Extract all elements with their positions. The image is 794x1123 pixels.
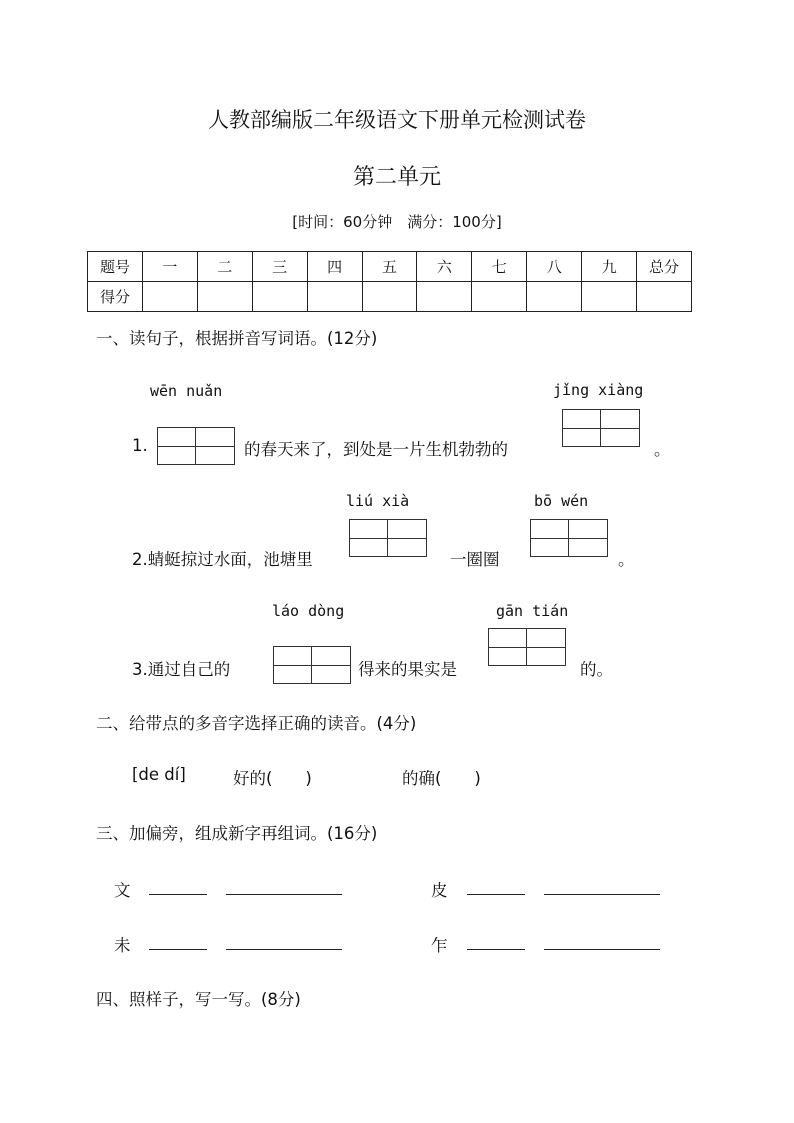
question-text: 2.蜻蜓掠过水面，池塘里 xyxy=(132,550,313,569)
grid-cell[interactable] xyxy=(601,410,639,446)
answer-blank-group xyxy=(149,933,342,954)
tianzige-box[interactable] xyxy=(488,628,566,666)
grid-cell[interactable] xyxy=(388,520,426,556)
unit-subtitle: 第二单元 xyxy=(352,165,441,190)
pinyin-label: jǐng xiàng xyxy=(553,381,644,399)
grid-cell[interactable] xyxy=(274,647,312,683)
score-input-cell[interactable] xyxy=(142,282,197,312)
answer-blank[interactable] xyxy=(544,933,660,950)
table-cell: 三 xyxy=(252,252,307,282)
pinyin-label: wēn nuǎn xyxy=(150,382,223,400)
score-input-cell[interactable] xyxy=(527,282,582,312)
answer-blank[interactable] xyxy=(226,933,342,950)
pinyin-label: liú xià xyxy=(346,492,410,510)
score-input-cell[interactable] xyxy=(307,282,362,312)
table-row xyxy=(88,282,692,312)
section-3-heading: 三、加偏旁，组成新字再组词。(16分) xyxy=(96,824,378,843)
pinyin-label: bō wén xyxy=(534,492,589,510)
score-input-cell[interactable] xyxy=(472,282,527,312)
question-text: 的春天来了，到处是一片生机勃勃的 xyxy=(244,440,508,459)
answer-blank[interactable] xyxy=(467,933,525,950)
table-cell: 六 xyxy=(417,252,472,282)
question-punct: 的。 xyxy=(580,660,613,679)
score-input-cell[interactable] xyxy=(197,282,252,312)
tianzige-box[interactable] xyxy=(349,519,427,557)
answer-item[interactable]: 好的( ) xyxy=(233,769,312,788)
pinyin-label: gān tián xyxy=(496,602,569,620)
table-cell: 总分 xyxy=(637,252,692,282)
grid-cell[interactable] xyxy=(312,647,350,683)
table-row xyxy=(88,252,692,282)
base-character: 未 xyxy=(114,936,131,955)
grid-cell[interactable] xyxy=(531,520,569,556)
grid-cell[interactable] xyxy=(350,520,388,556)
answer-blank[interactable] xyxy=(149,933,207,950)
answer-blank-group xyxy=(467,933,660,954)
score-input-cell[interactable] xyxy=(252,282,307,312)
table-cell: 七 xyxy=(472,252,527,282)
answer-blank[interactable] xyxy=(226,878,342,895)
table-cell: 一 xyxy=(142,252,197,282)
answer-blank-group xyxy=(149,878,342,899)
table-cell: 得分 xyxy=(88,282,143,312)
answer-blank[interactable] xyxy=(149,878,207,895)
tianzige-box[interactable] xyxy=(562,409,640,447)
section-2-heading: 二、给带点的多音字选择正确的读音。(4分) xyxy=(96,714,417,733)
base-character: 皮 xyxy=(431,881,448,900)
grid-cell[interactable] xyxy=(563,410,601,446)
table-cell: 二 xyxy=(197,252,252,282)
score-input-cell[interactable] xyxy=(637,282,692,312)
grid-cell[interactable] xyxy=(158,428,196,464)
table-cell: 五 xyxy=(362,252,417,282)
grid-cell[interactable] xyxy=(196,428,234,464)
score-table xyxy=(87,251,692,312)
question-punct: 。 xyxy=(618,550,635,569)
answer-item[interactable]: 的确( ) xyxy=(402,769,481,788)
grid-cell[interactable] xyxy=(489,629,527,665)
table-cell: 八 xyxy=(527,252,582,282)
grid-cell[interactable] xyxy=(569,520,607,556)
question-punct: 。 xyxy=(654,440,671,459)
base-character: 文 xyxy=(114,881,131,900)
score-input-cell[interactable] xyxy=(362,282,417,312)
answer-blank[interactable] xyxy=(467,878,525,895)
section-1-heading: 一、读句子，根据拼音写词语。(12分) xyxy=(96,329,378,348)
tianzige-box[interactable] xyxy=(273,646,351,684)
table-cell: 题号 xyxy=(88,252,143,282)
table-cell: 九 xyxy=(582,252,637,282)
page-title: 人教部编版二年级语文下册单元检测试卷 xyxy=(208,108,586,132)
question-text: 得来的果实是 xyxy=(358,660,457,679)
score-input-cell[interactable] xyxy=(417,282,472,312)
exam-meta: [时间：60分钟 满分：100分] xyxy=(292,213,502,231)
section-4-heading: 四、照样子，写一写。(8分) xyxy=(96,990,301,1009)
question-number: 1. xyxy=(132,436,148,455)
question-text: 3.通过自己的 xyxy=(132,660,231,679)
score-input-cell[interactable] xyxy=(582,282,637,312)
grid-cell[interactable] xyxy=(527,629,565,665)
pronunciation-options: [de dí] xyxy=(132,765,186,784)
pinyin-label: láo dòng xyxy=(272,602,345,620)
answer-blank[interactable] xyxy=(544,878,660,895)
tianzige-box[interactable] xyxy=(157,427,235,465)
base-character: 乍 xyxy=(431,936,448,955)
question-text: 一圈圈 xyxy=(450,550,500,569)
answer-blank-group xyxy=(467,878,660,899)
tianzige-box[interactable] xyxy=(530,519,608,557)
table-cell: 四 xyxy=(307,252,362,282)
